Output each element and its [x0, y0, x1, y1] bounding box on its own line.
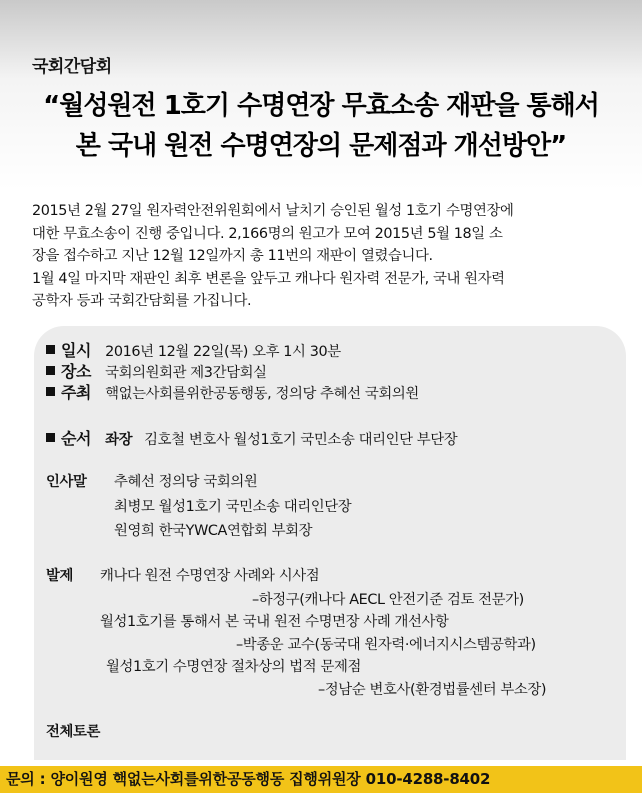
intro-line: 1월 4일 마지막 재판인 최후 변론을 앞두고 캐나다 원자력 전문가, 국내 원자력: [32, 270, 505, 287]
greetings-label: 인사말: [46, 474, 87, 490]
presentation-topic: 월성1호기 수명연장 절차상의 법적 문제점: [106, 659, 361, 675]
title-line-1: “월성원전 1호기 수명연장 무효소송 재판을 통해서: [43, 91, 599, 121]
presentation-topic: 월성1호기를 통해서 본 국내 원전 수명면장 사례 개선사항: [100, 614, 449, 630]
contact-text: : 양이원영 핵없는사회를위한공동행동 집행위원장 010-4288-8402: [39, 770, 491, 788]
chair-label: 좌장: [105, 432, 133, 448]
chair-value: 김호철 변호사 월성1호기 국민소송 대리인단 부단장: [144, 432, 458, 448]
host-key: 주최: [61, 383, 92, 402]
intro-line: 대한 무효소송이 진행 중입니다. 2,166명의 원고가 모여 2015년 5월 18일 소: [32, 225, 503, 242]
place-row: [46, 362, 267, 383]
presentation-speaker: –하정구(캐나다 AECL 안전기준 검토 전문가): [252, 592, 524, 608]
date-row: [46, 341, 341, 362]
place-value: 국회의원회관 제3간담회실: [105, 365, 267, 381]
intro-line: 장을 접수하고 지난 12월 12일까지 총 11번의 재판이 열렸습니다.: [32, 248, 433, 264]
contact-footer: [0, 766, 642, 793]
presentation-speaker: –정남순 변호사(환경법률센터 부소장): [318, 682, 547, 698]
place-key: 장소: [61, 362, 92, 381]
presentation-speaker: –박종운 교수(동국대 원자력·에너지시스템공학과): [236, 637, 536, 653]
greeting-item: 최병모 월성1호기 국민소송 대리인단장: [114, 499, 352, 515]
header-label: 국회간담회: [32, 57, 112, 77]
host-row: [46, 383, 419, 404]
square-bullet-icon: [46, 387, 55, 396]
date-key: 일시: [61, 341, 92, 360]
square-bullet-icon: [46, 345, 55, 354]
greeting-item: 추혜선 정의당 국회의원: [114, 474, 258, 490]
presentations-label: 발제: [46, 568, 74, 584]
order-row: [46, 429, 457, 450]
host-value: 핵없는사회를위한공동행동, 정의당 추혜선 국회의원: [105, 386, 419, 402]
square-bullet-icon: [46, 433, 55, 442]
intro-paragraph: [32, 200, 622, 313]
title-line-2: 본 국내 원전 수명연장의 문제점과 개선방안”: [75, 131, 567, 161]
order-key: 순서: [61, 429, 92, 448]
presentation-topic: 캐나다 원전 수명연장 사례와 시사점: [100, 568, 320, 584]
contact-label: 문의: [6, 770, 35, 788]
intro-line: 공학자 등과 국회간담회를 가집니다.: [32, 293, 252, 309]
discussion-label: 전체토론: [46, 724, 101, 740]
intro-line: 2015년 2월 27일 원자력안전위원회에서 날치기 승인된 월성 1호기 수명연장에: [32, 203, 514, 219]
greeting-item: 원영희 한국YWCA연합회 부회장: [114, 523, 313, 539]
square-bullet-icon: [46, 366, 55, 375]
date-value: 2016년 12월 22일(목) 오후 1시 30분: [105, 344, 341, 360]
